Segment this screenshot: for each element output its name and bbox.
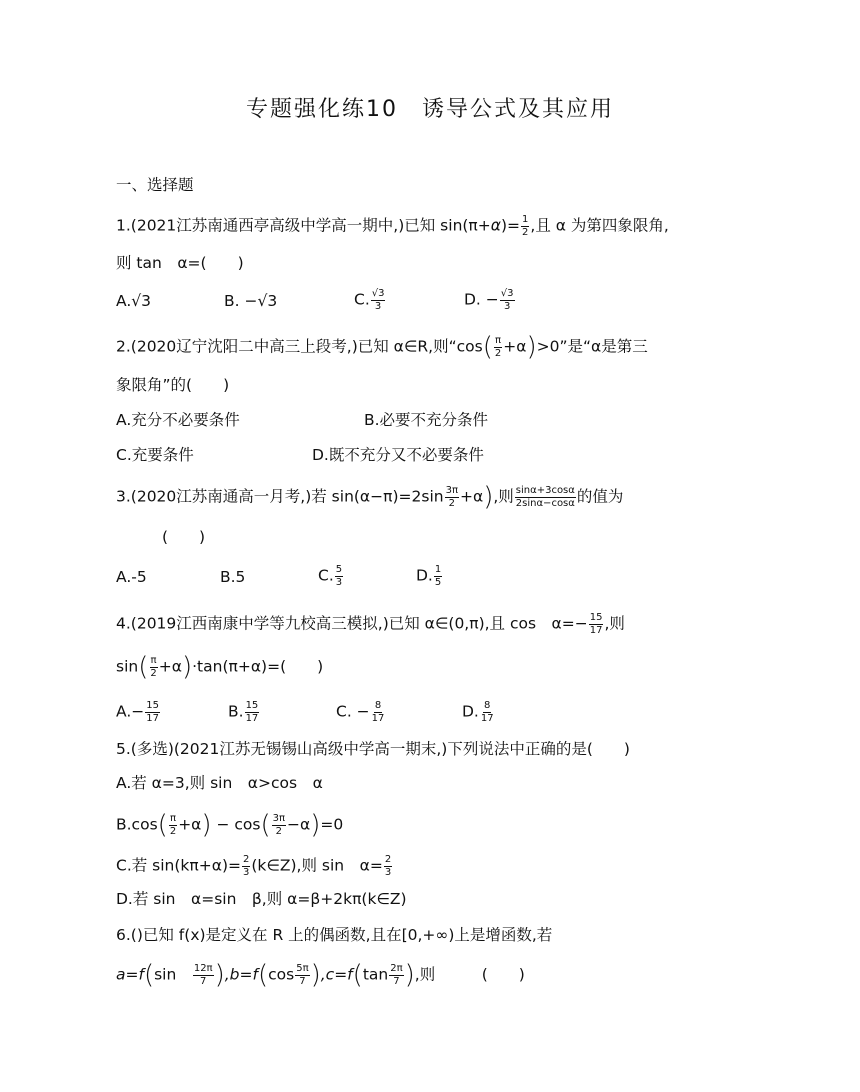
question-1-stem-line2: 则 tan α=( )	[116, 254, 244, 272]
question-5-stem: 5.(多选)(2021江苏无锡锡山高级中学高一期末,)下列说法中正确的是( )	[116, 740, 630, 758]
question-6-stem: 6.()已知 f(x)是定义在 R 上的偶函数,且在[0,+∞)上是增函数,若	[116, 926, 553, 944]
question-2-stem: 2.(2020辽宁沈阳二中高三上段考,)已知 α∈R,则“cos( $\frac{\pi}{2}$ +α)>0”是“α是第三	[116, 332, 648, 362]
fraction: $\frac{1}{2}$	[522, 214, 529, 238]
question-5-option-b: B.cos( $\frac{\pi}{2}$ +α) − cos( $\frac{3\pi}{2}$ −α)=0	[116, 810, 344, 840]
option-d: D. $\frac{8}{17}$	[462, 700, 494, 724]
option-d: D. − $\frac{√3}{3}$	[464, 288, 514, 312]
question-5-option-a: A.若 α=3,则 sin α>cos α	[116, 774, 323, 792]
question-6-stem-line2: a=f(sin $\frac{12\pi}{7}$ ),b=f(cos $\frac{5\pi}{7}$ ),c=f(tan $\frac{2\pi}{7}$ ),则 ( )	[116, 960, 525, 990]
option-b: B.必要不充分条件	[364, 411, 489, 429]
option-c: C.充要条件	[116, 446, 194, 464]
question-3-answer-bracket: ( )	[162, 528, 206, 546]
option-c: C. $\frac{5}{3}$	[318, 564, 343, 588]
option-c: C. $\frac{√3}{3}$	[354, 288, 385, 312]
question-5-option-d: D.若 sin α=sin β,则 α=β+2kπ(k∈Z)	[116, 890, 407, 908]
question-5-option-c: C.若 sin(kπ+α)= $\frac{2}{3}$ (k∈Z),则 sin α= $\frac{2}{3}$	[116, 854, 392, 878]
option-a: A.√3	[116, 292, 151, 310]
question-4-stem-line2: sin( $\frac{\pi}{2}$ +α)·tan(π+α)=( )	[116, 652, 324, 682]
page-title: 专题强化练10 诱导公式及其应用	[246, 97, 614, 122]
section-heading: 一、选择题	[116, 176, 194, 194]
question-3-stem: 3.(2020江苏南通高一月考,)若 sin(α−π)=2sin $\frac{3\pi}{2}$ +α),则 $\frac{\sin\alpha+3\cos\alpha}{2\sin\alpha-\cos\alpha}$ 的值为	[116, 482, 624, 512]
option-c: C. − $\frac{8}{17}$	[336, 700, 385, 724]
question-2-stem-line2: 象限角”的( )	[116, 376, 230, 394]
option-a: A.-5	[116, 568, 147, 586]
option-d: D.既不充分又不必要条件	[312, 446, 484, 464]
option-a: A.充分不必要条件	[116, 411, 240, 429]
option-a: A.− $\frac{15}{17}$	[116, 700, 159, 724]
option-d: D. $\frac{1}{5}$	[416, 564, 442, 588]
question-4-stem: 4.(2019江西南康中学等九校高三模拟,)已知 α∈(0,π),且 cos α=− $\frac{15}{17}$ ,则	[116, 612, 625, 636]
question-1-stem: 1.(2021江苏南通西亭高级中学高一期中,)已知 sin(π+α)= $\frac{1}{2}$ ,且 α 为第四象限角,	[116, 214, 669, 238]
option-b: B. −√3	[224, 292, 278, 310]
option-b: B. $\frac{15}{17}$	[228, 700, 259, 724]
option-b: B.5	[220, 568, 246, 586]
